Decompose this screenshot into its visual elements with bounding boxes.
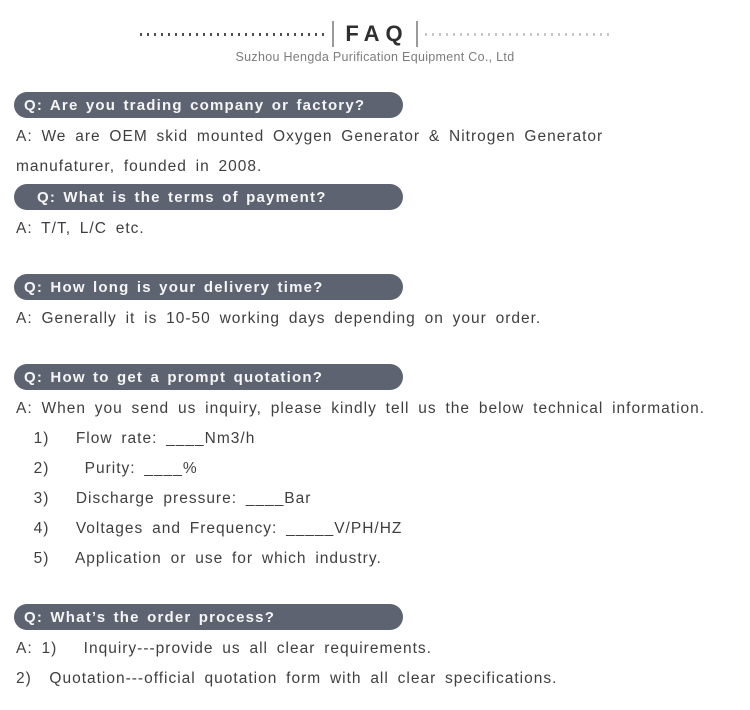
faq-section bbox=[14, 274, 750, 334]
answer-line: 4) Voltages and Frequency: _____V/PH/HZ bbox=[16, 520, 403, 537]
question-text: Q: Are you trading company or factory? bbox=[24, 96, 366, 114]
question-pill bbox=[14, 274, 403, 300]
question-pill bbox=[14, 604, 403, 630]
answer-line: A: When you send us inquiry, please kindly tell us the below technical information. bbox=[16, 400, 706, 417]
answer-line: A: Generally it is 10-50 working days depending on your order. bbox=[16, 310, 542, 327]
question-text: Q: How to get a prompt quotation? bbox=[24, 368, 324, 386]
question-text: Q: What’s the order process? bbox=[24, 608, 276, 626]
faq-section bbox=[14, 92, 750, 182]
page-header bbox=[0, 0, 750, 66]
question-text: Q: How long is your delivery time? bbox=[24, 278, 324, 296]
answer-line: 3) Discharge pressure: ____Bar bbox=[16, 490, 312, 507]
company-name: Suzhou Hengda Purification Equipment Co., Ltd bbox=[235, 50, 515, 64]
answer-line: 2) Purity: ____% bbox=[16, 460, 198, 477]
faq-section bbox=[14, 364, 750, 574]
page-title: FAQ bbox=[345, 21, 409, 46]
divider-bar-left bbox=[332, 21, 334, 47]
question-pill bbox=[14, 184, 403, 210]
faq-sections bbox=[14, 92, 750, 694]
faq-section bbox=[14, 184, 750, 244]
faq-section bbox=[14, 604, 750, 694]
question-pill bbox=[14, 364, 403, 390]
answer-line: manufaturer, founded in 2008. bbox=[16, 158, 263, 175]
answer-line: A: We are OEM skid mounted Oxygen Generator & Nitrogen Generator bbox=[16, 128, 604, 145]
answer-line: 2) Quotation---official quotation form with all clear specifications. bbox=[16, 670, 558, 687]
divider-bar-right bbox=[416, 21, 418, 47]
question-pill bbox=[14, 92, 403, 118]
answer-line: A: T/T, L/C etc. bbox=[16, 220, 145, 237]
answer-line: 1) Flow rate: ____Nm3/h bbox=[16, 430, 256, 447]
dotted-line-left bbox=[140, 33, 325, 36]
answer-line: 5) Application or use for which industry. bbox=[16, 550, 382, 567]
question-text: Q: What is the terms of payment? bbox=[37, 188, 327, 206]
dotted-line-right bbox=[425, 33, 610, 36]
answer-line: A: 1) Inquiry---provide us all clear requirements. bbox=[16, 640, 432, 657]
title-row bbox=[0, 20, 750, 48]
